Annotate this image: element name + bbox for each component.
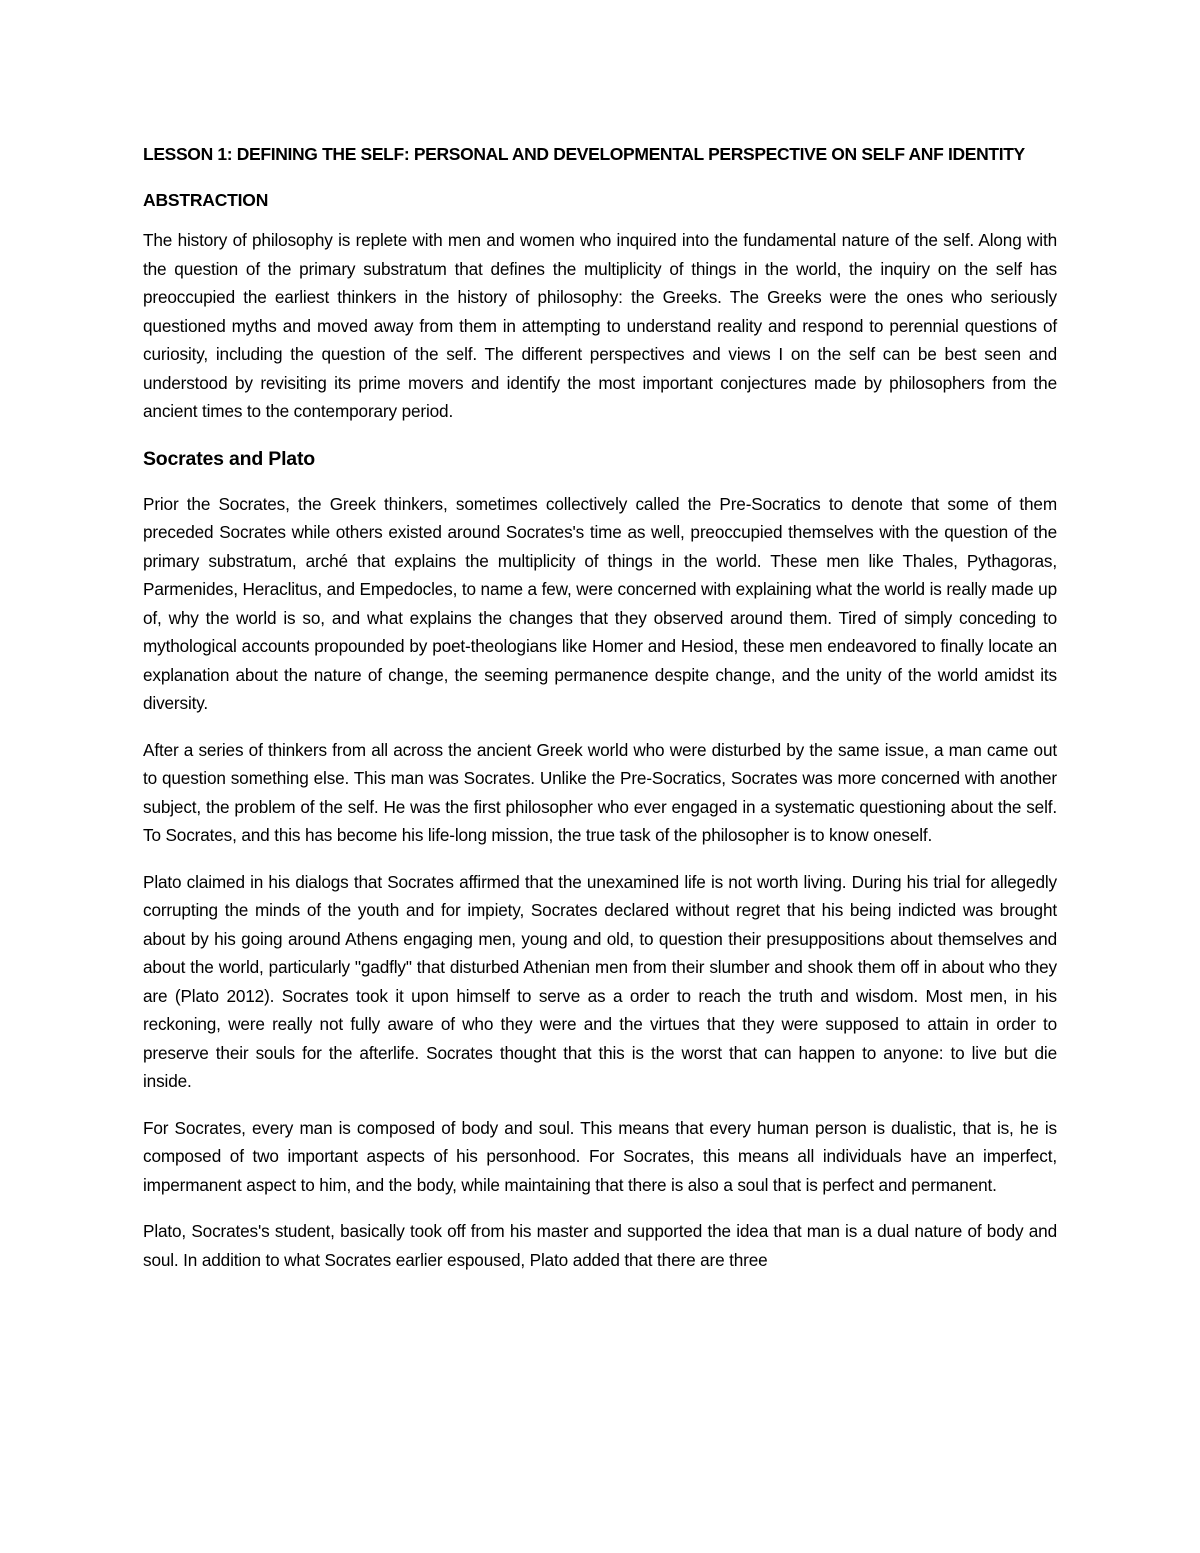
lesson-title: LESSON 1: DEFINING THE SELF: PERSONAL AND DEVELOPMENTAL PERSPECTIVE ON SELF ANF IDENTITY: [143, 144, 1025, 164]
paragraph-body-and-soul: For Socrates, every man is composed of body and soul. This means that every human person is dualistic, that is, he is composed of two important aspects of his personhood. For Socrates, this means all individuals have an imperfect, impermanent aspect to him, and the body, while maintaining that there is also a soul that is perfect and permanent.: [143, 1117, 1057, 1195]
subheading-socrates-and-plato: Socrates and Plato: [143, 447, 315, 470]
paragraph-plato-dual-nature: Plato, Socrates's student, basically took off from his master and supported the idea that man is a dual nature of body and soul. In addition to what Socrates earlier espoused, Plato added that there are three: [143, 1221, 1057, 1270]
abstract-paragraph: The history of philosophy is replete with men and women who inquired into the fundamental nature of the self. Along with the question of the primary substratum that defines the multiplicity of things in the world, the inquiry on the self has preoccupied the earliest thinkers in the history of philosophy: the Greeks. The Greeks were the ones who seriously questioned myths and moved away from them in attempting to understand reality and respond to perennial questions of curiosity, including the question of the self. The different perspectives and views I on the self can be best seen and understood by revisiting its prime movers and identify the most important conjectures made by philosophers from the ancient times to the contemporary period.: [143, 230, 1057, 421]
document-body: [143, 140, 1057, 1292]
paragraph-pre-socratics: Prior the Socrates, the Greek thinkers, sometimes collectively called the Pre-Socratics to denote that some of them preceded Socrates while others existed around Socrates's time as well, preoccupied themselves with the question of the primary substratum, arché that explains the multiplicity of things in the world. These men like Thales, Pythagoras, Parmenides, Heraclitus, and Empedocles, to name a few, were concerned with explaining what the world is really made up of, why the world is so, and what explains the changes that they observed around them. Tired of simply conceding to mythological accounts propounded by poet-theologians like Homer and Hesiod, these men endeavored to finally locate an explanation about the nature of change, the seeming permanence despite change, and the unity of the world amidst its diversity.: [143, 493, 1057, 713]
paragraph-socrates-mission: After a series of thinkers from all across the ancient Greek world who were disturbed by the same issue, a man came out to question something else. This man was Socrates. Unlike the Pre-Socratics, Socrates was more concerned with another subject, the problem of the self. He was the first philosopher who ever engaged in a systematic questioning about the self. To Socrates, and this has become his life-long mission, the true task of the philosopher is to know oneself.: [143, 739, 1057, 845]
paragraph-unexamined-life: Plato claimed in his dialogs that Socrates affirmed that the unexamined life is not worth living. During his trial for allegedly corrupting the minds of the youth and for impiety, Socrates declared without regret that his being indicted was brought about by his going around Athens engaging men, young and old, to question their presuppositions about themselves and about the world, particularly "gadfly" that disturbed Athenian men from their slumber and shook them off in about who they are (Plato 2012). Socrates took it upon himself to serve as a order to reach the truth and wisdom. Most men, in his reckoning, were really not fully aware of who they were and the virtues that they were supposed to attain in order to preserve their souls for the afterlife. Socrates thought that this is the worst that can happen to anyone: to live but die inside.: [143, 871, 1057, 1091]
section-label-abstraction: ABSTRACTION: [143, 190, 269, 210]
